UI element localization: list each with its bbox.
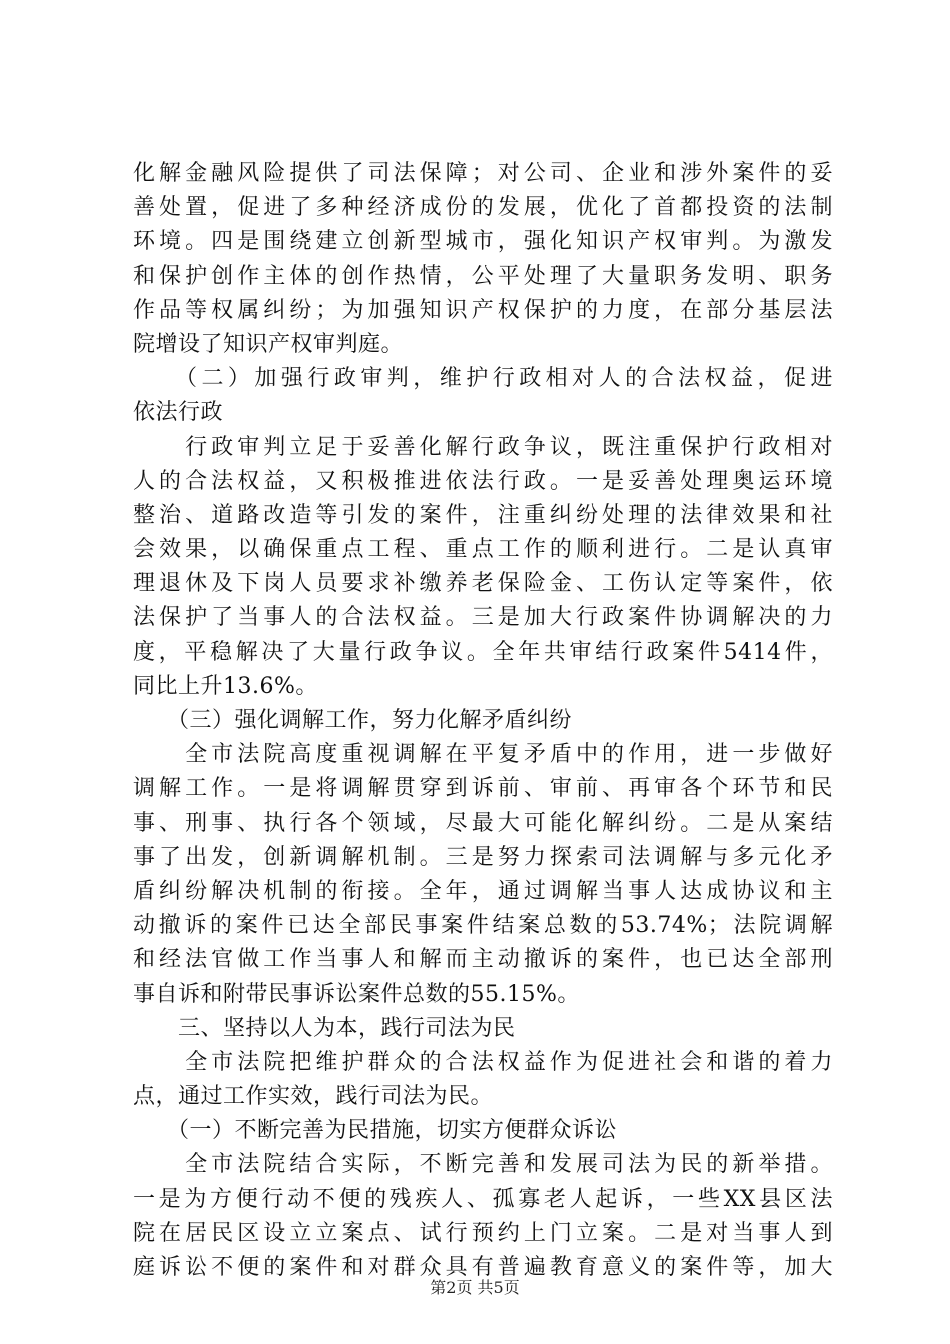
text-line: 环境。四是围绕建立创新型城市，强化知识产权审判。为激发: [133, 229, 833, 255]
text-line: 依法行政: [133, 400, 224, 426]
text-line: 善处置，促进了多种经济成份的发展，优化了首都投资的法制: [133, 195, 833, 221]
text-line: 院在居民区设立立案点、试行预约上门立案。二是对当事人到: [133, 1220, 833, 1246]
text-line: 调解工作。一是将调解贯穿到诉前、审前、再审各个环节和民: [133, 776, 833, 802]
text-line: 理退休及下岗人员要求补缴养老保险金、工伤认定等案件，依: [133, 571, 833, 597]
text-line: 动撤诉的案件已达全部民事案件结案总数的53.74%；法院调解: [133, 913, 833, 939]
text-line: 化解金融风险提供了司法保障；对公司、企业和涉外案件的妥: [133, 161, 833, 186]
text-line: 人的合法权益，又积极推进依法行政。一是妥善处理奥运环境: [133, 468, 833, 494]
text-line: 会效果，以确保重点工程、重点工作的顺利进行。二是认真审: [133, 537, 833, 563]
document-body: [133, 157, 833, 1285]
text-line: 全市法院把维护群众的合法权益作为促进社会和谐的着力: [133, 1049, 833, 1075]
text-line: 法保护了当事人的合法权益。三是加大行政案件协调解决的力: [133, 605, 833, 631]
text-line: 事了出发，创新调解机制。三是努力探索司法调解与多元化矛: [133, 844, 833, 870]
text-line: 庭诉讼不便的案件和对群众具有普遍教育意义的案件等，加大: [133, 1255, 833, 1280]
text-line: 点，通过工作实效，践行司法为民。: [133, 1084, 494, 1110]
text-line: 院增设了知识产权审判庭。: [133, 331, 404, 357]
text-line: （二）加强行政审判，维护行政相对人的合法权益，促进: [133, 366, 833, 392]
text-line: 作品等权属纠纷；为加强知识产权保护的力度，在部分基层法: [133, 297, 833, 323]
text-line: 三、坚持以人为本，践行司法为民: [133, 1015, 516, 1041]
text-line: 事、刑事、执行各个领域，尽最大可能化解纠纷。二是从案结: [133, 810, 833, 836]
text-line: 整治、道路改造等引发的案件，注重纠纷处理的法律效果和社: [133, 502, 833, 528]
text-line: 全市法院结合实际，不断完善和发展司法为民的新举措。: [133, 1152, 833, 1178]
page-footer: 第2页 共5页: [430, 1278, 520, 1297]
text-line: 全市法院高度重视调解在平复矛盾中的作用，进一步做好: [133, 742, 833, 768]
text-line: 行政审判立足于妥善化解行政争议，既注重保护行政相对: [133, 434, 833, 460]
text-line: 盾纠纷解决机制的衔接。全年，通过调解当事人达成协议和主: [133, 878, 833, 904]
text-line: （三）强化调解工作，努力化解矛盾纠纷: [133, 708, 573, 733]
text-line: （一）不断完善为民措施，切实方便群众诉讼: [133, 1118, 618, 1144]
text-line: 同比上升13.6%。: [133, 673, 318, 699]
text-line: 和保护创作主体的创作热情，公平处理了大量职务发明、职务: [133, 263, 833, 289]
text-line: 事自诉和附带民事诉讼案件总数的55.15%。: [133, 981, 580, 1007]
text-line: 一是为方便行动不便的残疾人、孤寡老人起诉，一些XX县区法: [133, 1186, 833, 1212]
text-line: 和经法官做工作当事人和解而主动撤诉的案件，也已达全部刑: [133, 947, 833, 973]
text-line: 度，平稳解决了大量行政争议。全年共审结行政案件5414件，: [133, 639, 833, 665]
